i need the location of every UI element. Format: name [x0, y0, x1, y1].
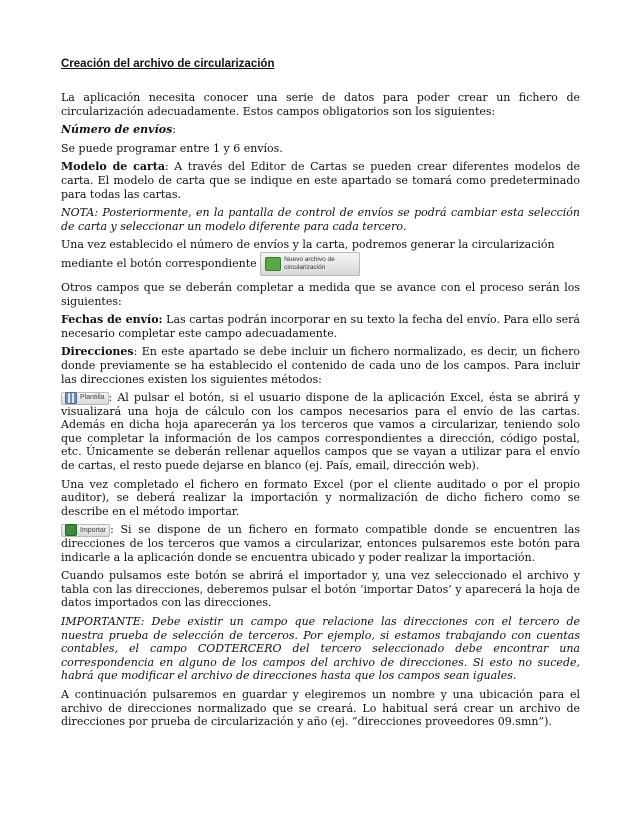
envios-heading: [61, 123, 580, 137]
excel-import-icon: [65, 524, 77, 536]
completado-paragraph: Una vez completado el fichero en formato Excel (por el cliente auditado o por el propio auditor), se deberá realizar la importación y normalización de dicho fichero como se describe en el método importar.: [61, 477, 580, 518]
envios-paragraph: Se puede programar entre 1 y 6 envíos.: [61, 141, 283, 155]
otros-paragraph: Otros campos que se deberán completar a medida que se avance con el proceso serán los siguientes:: [61, 280, 580, 308]
nuevo-archivo-button-image: [260, 252, 360, 276]
intro-paragraph: La aplicación necesita conocer una serie de datos para poder crear un fichero de circularización adecuadamente. Estos campos obligatorios son los siguientes:: [61, 91, 580, 118]
fechas-label: Fechas de envío:: [61, 313, 163, 327]
plantilla-paragraph: [61, 391, 580, 473]
una-vez-text-a: Una vez establecido el número de envíos y la carta, podremos generar la circularización: [61, 238, 555, 252]
direcciones-text: : En este apartado se debe incluir un fichero normalizado, es decir, un fichero donde previamente se ha establecido el contenido de cada uno de los campos. Para incluir las direcciones existen los siguientes métodos:: [61, 345, 580, 386]
spreadsheet-icon: [65, 392, 77, 404]
nuevo-archivo-line1: Nuevo archivo de: [284, 255, 335, 263]
cuando-paragraph: Cuando pulsamos este botón se abrirá el importador y, una vez seleccionado el archivo y tabla con las direcciones, deberemos pulsar el botón ‘importar Datos’ y aparecerá la hoja de datos importados con las direcciones.: [61, 569, 580, 610]
importante-paragraph: IMPORTANTE: Debe existir un campo que relacione las direcciones con el tercero de nuestra prueba de selección de terceros. Por ejemplo, si estamos trabajando con cuentas contables, el campo CODTERCERO del tercero seleccionado debe encontrar una correspondencia en alguno de los campos del archivo de direcciones. Si esto no sucede, habrá que modificar el archivo de direcciones hasta que los campos sean iguales.: [61, 615, 580, 683]
nota-paragraph: NOTA: Posteriormente, en la pantalla de control de envíos se podrá cambiar esta selección de carta y seleccionar un modelo diferente para cada tercero.: [61, 206, 580, 233]
fechas-paragraph: [61, 313, 580, 340]
una-vez-paragraph: [61, 238, 580, 276]
modelo-label: Modelo de carta: [61, 160, 166, 174]
plantilla-text: : Al pulsar el botón, si el usuario dispone de la aplicación Excel, ésta se abrirá y visualizará una hoja de cálculo con los campos necesarios para el envío de las cartas. Además en dicha hoja aparecerán ya los terceros que vamos a circularizar, teniendo solo que completar la información de los campos correspondientes a dirección, código postal, etc. Únicamente se deberán rellenar aquellos campos que se vayan a utilizar para el envío de cartas, el resto puede dejarse en blanco (ej. País, email, dirección web).: [61, 391, 580, 473]
plantilla-button-label: Plantilla: [80, 394, 105, 402]
envios-label: Número de envíos: [61, 123, 173, 137]
fechas-text: Las cartas podrán incorporar en su texto la fecha del envío. Para ello será necesario completar este campo adecuadamente.: [61, 313, 580, 340]
importar-text: : Si se dispone de un fichero en formato compatible donde se encuentren las direcciones de los terceros que vamos a circularizar, entonces pulsaremos este botón para indicarle a la aplicación donde se encuentra ubicado y poder realizar la importación.: [61, 523, 580, 564]
importar-button-image: [61, 524, 110, 537]
add-file-icon: [265, 257, 281, 271]
continuacion-paragraph: A continuación pulsaremos en guardar y elegiremos un nombre y una ubicación para el archivo de direcciones normalizado que se creará. Lo habitual será crear un archivo de direcciones por prueba de circularización y año (ej. “direcciones proveedores 09.smn”).: [61, 687, 580, 729]
modelo-text: : A través del Editor de Cartas se pueden crear diferentes modelos de carta. El modelo de carta que se indique en este apartado se tomará como predeterminado para todas las cartas.: [61, 160, 580, 201]
plantilla-button-image: [61, 392, 109, 405]
envios-colon: :: [172, 123, 176, 137]
direcciones-label: Direcciones: [61, 345, 134, 359]
importar-button-label: Importar: [80, 526, 107, 534]
nuevo-archivo-line2: circularización: [284, 263, 326, 271]
modelo-paragraph: [61, 160, 580, 201]
importar-paragraph: [61, 523, 580, 564]
una-vez-text-b: mediante el botón correspondiente: [61, 256, 257, 270]
direcciones-paragraph: [61, 345, 580, 386]
section-title: Creación del archivo de circularización: [61, 58, 275, 70]
document-body: [61, 58, 580, 734]
